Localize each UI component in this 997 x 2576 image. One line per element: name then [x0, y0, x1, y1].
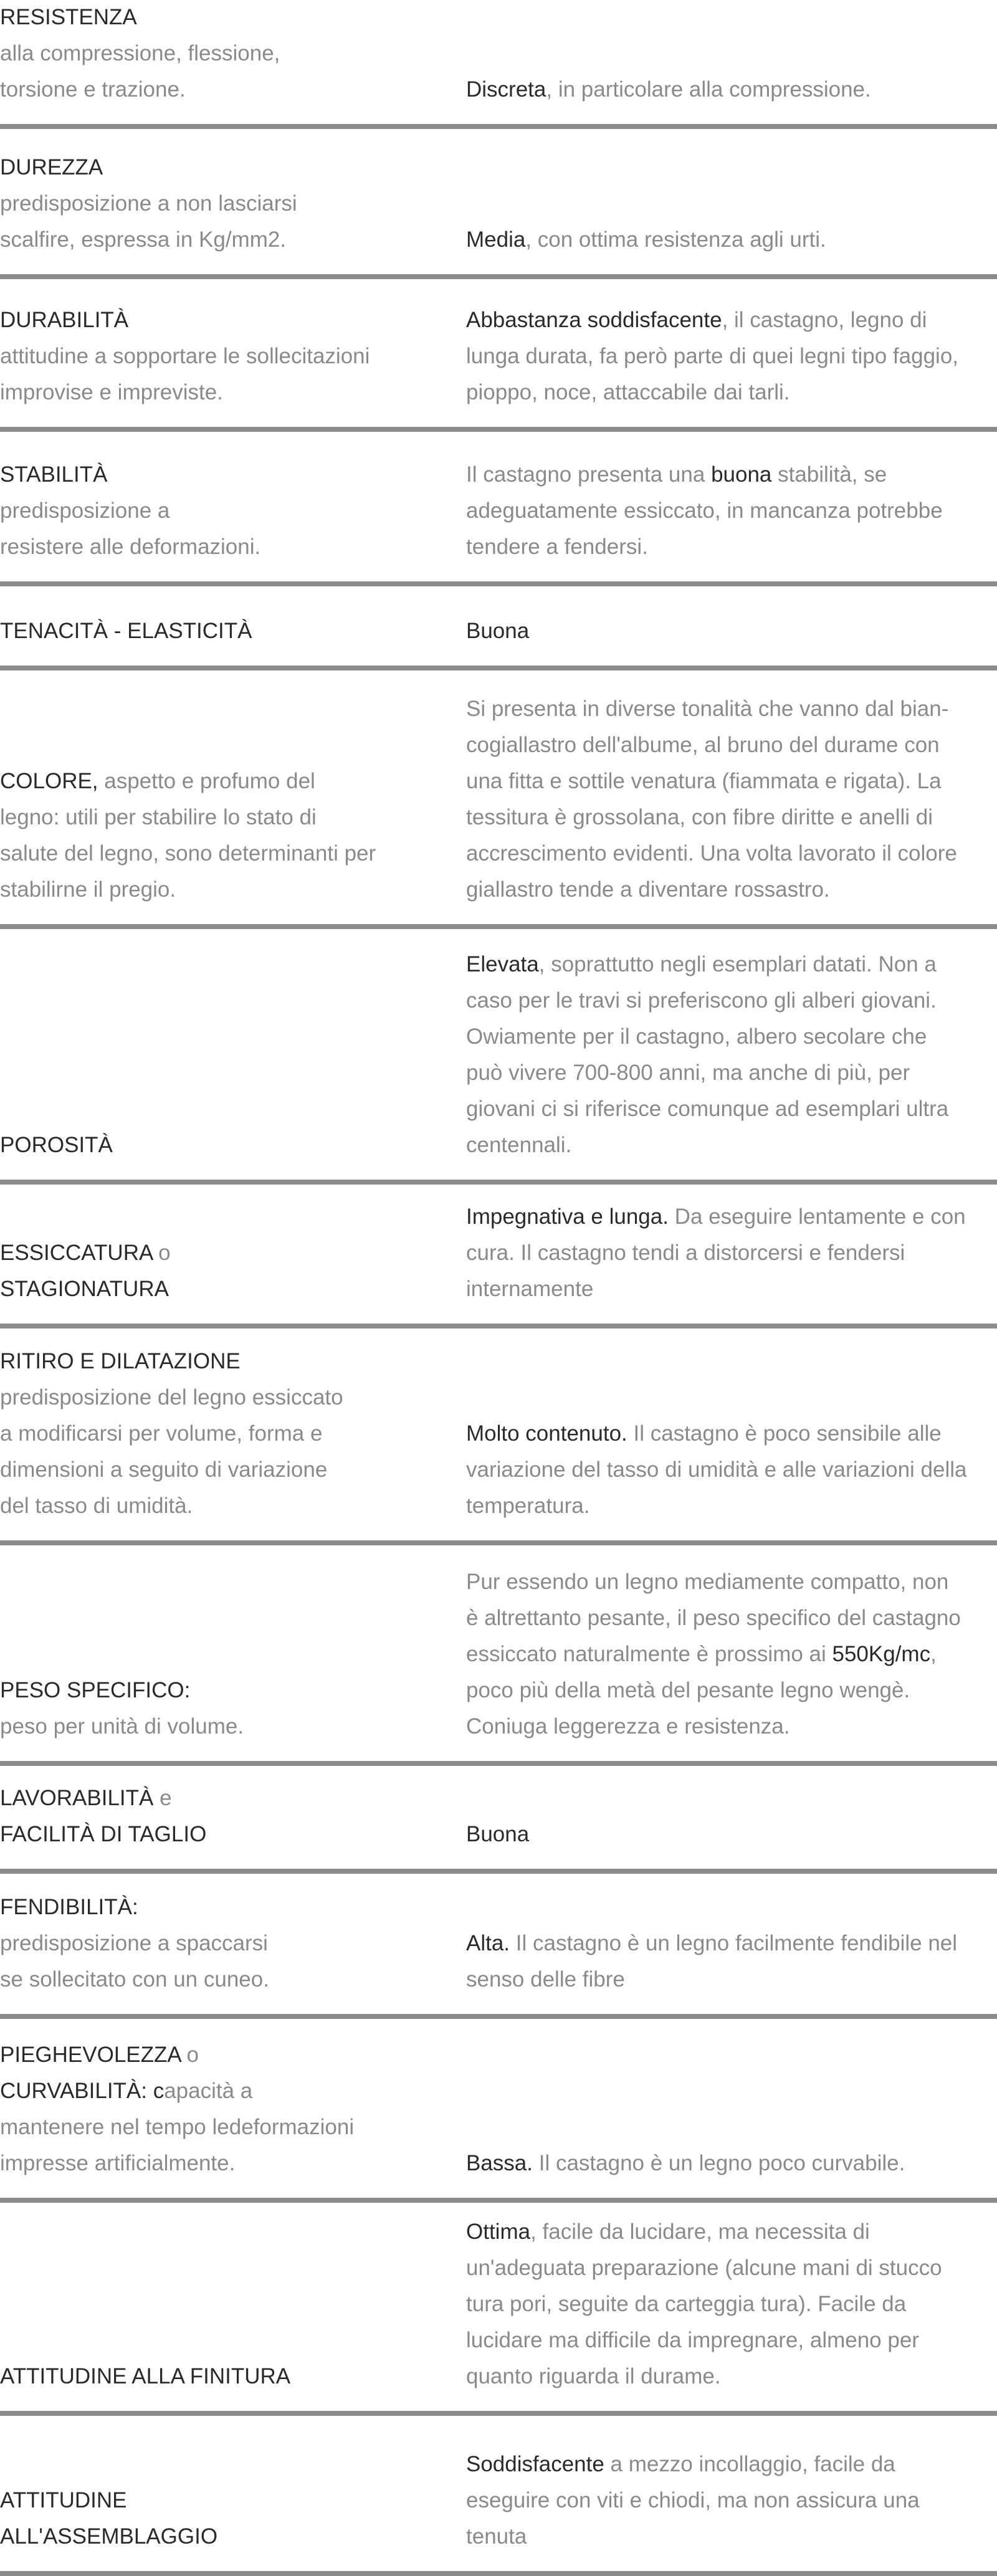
key-term: FENDIBILITÀ: [0, 1895, 138, 1919]
description-cell [466, 1816, 997, 1853]
text-line [0, 2359, 436, 2395]
text-line [0, 302, 436, 338]
property-cell [0, 2359, 436, 2395]
text-segment: se sollecitato con un cuneo. [0, 1967, 269, 1992]
text-line [466, 836, 997, 872]
property-cell [0, 1889, 436, 1998]
text-line [0, 222, 436, 258]
text-line [466, 1925, 997, 1962]
text-line [0, 1380, 436, 1416]
text-line [0, 872, 436, 908]
text-line [0, 72, 436, 108]
table-row [0, 1185, 997, 1329]
text-line [466, 2286, 997, 2322]
text-line [466, 2483, 997, 2519]
table-row [0, 1545, 997, 1766]
text-segment: internamente [466, 1277, 594, 1301]
text-segment: giallastro tende a diventare rossastro. [466, 877, 830, 902]
property-cell [0, 1343, 436, 1524]
table-row [0, 1766, 997, 1874]
key-term: buona [711, 462, 772, 487]
text-line [0, 2519, 436, 2555]
text-segment: predisposizione a non lasciarsi [0, 191, 297, 216]
table-row [0, 2019, 997, 2203]
property-cell [0, 1127, 436, 1163]
table-row [0, 670, 997, 929]
text-line [466, 2145, 997, 2182]
text-line [466, 1127, 997, 1163]
description-cell [466, 1199, 997, 1307]
key-term: PESO SPECIFICO: [0, 1678, 191, 1702]
text-line [466, 1235, 997, 1271]
description-cell [466, 72, 997, 108]
key-term: FACILITÀ DI TAGLIO [0, 1822, 207, 1846]
text-segment: Coniuga leggerezza e resistenza. [466, 1714, 790, 1739]
text-segment: tenuta [466, 2524, 527, 2549]
text-line [0, 338, 436, 374]
table-row [0, 1874, 997, 2019]
text-line [466, 763, 997, 799]
text-segment: resistere alle deformazioni. [0, 535, 261, 559]
text-line [0, 493, 436, 529]
text-segment: stabilità, se [771, 462, 887, 487]
text-segment: Il castagno presenta una [466, 462, 712, 487]
description-cell [466, 2446, 997, 2555]
description-cell [466, 457, 997, 565]
text-segment: predisposizione a [0, 499, 170, 523]
text-segment: cogiallastro dell'albume, al bruno del durame con [466, 733, 940, 757]
text-line [0, 2145, 436, 2182]
text-segment: pioppo, noce, attaccabile dai tarli. [466, 380, 790, 404]
text-segment: o [152, 1241, 171, 1265]
text-segment: Si presenta in diverse tonalità che vanno dal bian- [466, 697, 949, 721]
description-cell [466, 1416, 997, 1524]
property-cell [0, 1672, 436, 1745]
text-line [0, 529, 436, 565]
text-line [466, 2359, 997, 2395]
description-cell [466, 691, 997, 908]
table-row [0, 586, 997, 670]
key-term: Buona [466, 1822, 530, 1846]
text-line [0, 374, 436, 411]
key-term: Buona [466, 619, 530, 643]
text-line [0, 763, 436, 799]
table-row [0, 129, 997, 279]
text-line [466, 2214, 997, 2250]
property-cell [0, 2483, 436, 2555]
text-line [0, 1780, 436, 1816]
text-segment: eseguire con viti e chiodi, ma non assicura una [466, 2488, 920, 2512]
text-line [0, 1127, 436, 1163]
key-term: Abbastanza soddisfacente [466, 308, 722, 332]
text-segment: attitudine a sopportare le sollecitazioni [0, 344, 370, 368]
description-cell [466, 2214, 997, 2395]
key-term: STAGIONATURA [0, 1277, 169, 1301]
text-segment: apacità a [164, 2079, 253, 2103]
text-line [466, 338, 997, 374]
property-cell [0, 150, 436, 258]
text-line [466, 1055, 997, 1091]
text-line [0, 150, 436, 186]
key-term: DUREZZA [0, 155, 103, 179]
text-line [466, 613, 997, 649]
key-term: ESSICCATURA [0, 1241, 153, 1265]
property-cell [0, 613, 436, 649]
description-cell [466, 2145, 997, 2182]
text-line [0, 2483, 436, 2519]
text-segment: impresse artificialmente. [0, 2151, 236, 2175]
text-segment: quanto riguarda il durame. [466, 2364, 721, 2388]
text-segment: tessitura è grossolana, con fibre diritte e anelli di [466, 805, 933, 829]
text-line [466, 1709, 997, 1745]
text-segment: a modificarsi per volume, forma e [0, 1421, 323, 1446]
key-term: COLORE, [0, 769, 98, 793]
description-cell [466, 302, 997, 411]
property-cell [0, 457, 436, 565]
text-line [0, 2073, 436, 2109]
text-line [466, 983, 997, 1019]
text-segment: Pur essendo un legno mediamente compatto, non [466, 1570, 949, 1594]
text-line [466, 1416, 997, 1452]
key-term: Molto contenuto. [466, 1421, 627, 1446]
text-segment: del tasso di umidità. [0, 1494, 193, 1518]
property-cell [0, 763, 436, 908]
key-term: Media [466, 227, 526, 252]
text-line [0, 1452, 436, 1488]
key-term: Elevata [466, 952, 539, 976]
text-segment: stabilirne il pregio. [0, 877, 176, 902]
key-term: Alta. [466, 1931, 510, 1955]
text-line [0, 1343, 436, 1380]
text-line [466, 1636, 997, 1672]
text-line [0, 1889, 436, 1925]
text-segment: una fitta e sottile venatura (fiammata e rigata). La [466, 769, 942, 793]
property-cell [0, 302, 436, 411]
text-segment: legno: utili per stabilire lo stato di [0, 805, 317, 829]
text-segment: Da eseguire lentamente e con [668, 1205, 966, 1229]
key-term: ALL'ASSEMBLAGGIO [0, 2524, 218, 2549]
text-line [466, 1600, 997, 1636]
text-line [466, 457, 997, 493]
text-segment: o [180, 2043, 199, 2067]
key-term: DURABILITÀ [0, 308, 129, 332]
table-row [0, 279, 997, 432]
table-row [0, 929, 997, 1185]
text-segment: torsione e trazione. [0, 77, 186, 102]
key-term: Soddisfacente [466, 2452, 604, 2476]
text-segment: Il castagno è un legno facilmente fendibile nel [510, 1931, 958, 1955]
text-line [466, 1488, 997, 1524]
text-segment: , in particolare alla compressione. [546, 77, 871, 102]
text-segment: cura. Il castagno tendi a distorcersi e fendersi [466, 1241, 905, 1265]
text-line [466, 1019, 997, 1055]
description-cell [466, 947, 997, 1163]
table-row [0, 0, 997, 129]
text-segment: salute del legno, sono determinanti per [0, 841, 376, 866]
key-term: Discreta [466, 77, 546, 102]
text-line [466, 799, 997, 836]
text-line [466, 302, 997, 338]
description-cell [466, 613, 997, 649]
text-line [0, 2109, 436, 2145]
key-term: RESISTENZA [0, 5, 137, 29]
text-line [0, 2037, 436, 2073]
text-line [466, 1564, 997, 1600]
text-line [466, 1271, 997, 1307]
text-segment: centennali. [466, 1133, 572, 1157]
table-row [0, 1329, 997, 1545]
text-segment: Il castagno è un legno poco curvabile. [533, 2151, 905, 2175]
text-segment: , facile da lucidare, ma necessita di [530, 2220, 870, 2244]
text-segment: tendere a fendersi. [466, 535, 648, 559]
description-cell [466, 1564, 997, 1745]
text-line [0, 836, 436, 872]
text-line [0, 1816, 436, 1853]
table-row [0, 2203, 997, 2416]
text-segment: a mezzo incollaggio, facile da [604, 2452, 895, 2476]
text-segment: senso delle fibre [466, 1967, 625, 1992]
text-segment: mantenere nel tempo ledeformazioni [0, 2115, 355, 2139]
text-segment: predisposizione del legno essiccato [0, 1385, 343, 1410]
text-line [0, 1925, 436, 1962]
text-line [466, 2322, 997, 2359]
text-segment: variazione del tasso di umidità e alle variazioni della [466, 1457, 967, 1482]
text-segment: giovani ci si riferisce comunque ad esemplari ultra [466, 1097, 949, 1121]
property-cell [0, 2037, 436, 2182]
text-segment: accrescimento evidenti. Una volta lavorato il colore [466, 841, 957, 866]
text-line [0, 1709, 436, 1745]
key-term: Bassa. [466, 2151, 533, 2175]
text-segment: e [153, 1786, 172, 1810]
key-term: 550Kg/mc [832, 1642, 931, 1666]
text-segment: caso per le travi si preferiscono gli alberi giovani. [466, 988, 937, 1013]
text-line [0, 613, 436, 649]
text-line [466, 2250, 997, 2286]
text-line [0, 457, 436, 493]
text-segment: , [930, 1642, 937, 1666]
text-segment: è altrettanto pesante, il peso specifico del castagno [466, 1606, 961, 1630]
text-line [0, 36, 436, 72]
text-line [466, 947, 997, 983]
text-line [0, 1488, 436, 1524]
text-segment: lucidare ma difficile da impregnare, almeno per [466, 2328, 919, 2352]
text-line [0, 1271, 436, 1307]
text-line [466, 1962, 997, 1998]
text-line [466, 691, 997, 727]
text-line [0, 1962, 436, 1998]
text-segment: poco più della metà del pesante legno wengè. [466, 1678, 910, 1702]
key-term: ATTITUDINE [0, 2488, 127, 2512]
key-term: Impegnativa e lunga. [466, 1205, 669, 1229]
text-segment: essiccato naturalmente è prossimo ai [466, 1642, 832, 1666]
text-segment: predisposizione a spaccarsi [0, 1931, 268, 1955]
text-line [0, 186, 436, 222]
text-segment: improvise e impreviste. [0, 380, 223, 404]
text-segment: , il castagno, legno di [722, 308, 927, 332]
key-term: CURVABILITÀ: c [0, 2079, 165, 2103]
text-line [466, 72, 997, 108]
key-term: LAVORABILITÀ [0, 1786, 154, 1810]
property-cell [0, 1780, 436, 1853]
text-segment: , soprattutto negli esemplari datati. Non a [538, 952, 937, 976]
text-segment: peso per unità di volume. [0, 1714, 244, 1739]
text-line [466, 872, 997, 908]
text-line [0, 0, 436, 36]
text-line [466, 1452, 997, 1488]
text-segment: Il castagno è poco sensibile alle [627, 1421, 942, 1446]
key-term: POROSITÀ [0, 1133, 113, 1157]
table-row [0, 2416, 997, 2576]
text-segment: alla compressione, flessione, [0, 41, 280, 65]
text-line [466, 2446, 997, 2483]
text-line [466, 1091, 997, 1127]
text-segment: tura pori, seguite da carteggia tura). Facile da [466, 2292, 907, 2316]
key-term: ATTITUDINE ALLA FINITURA [0, 2364, 291, 2388]
text-line [466, 1199, 997, 1235]
description-cell [466, 1925, 997, 1998]
key-term: TENACITÀ - ELASTICITÀ [0, 619, 252, 643]
text-line [466, 493, 997, 529]
text-segment: scalfire, espressa in Kg/mm2. [0, 227, 287, 252]
text-line [0, 799, 436, 836]
key-term: STABILITÀ [0, 462, 108, 487]
text-line [466, 727, 997, 763]
text-line [0, 1235, 436, 1271]
key-term: RITIRO E DILATAZIONE [0, 1349, 241, 1373]
text-line [0, 1416, 436, 1452]
text-line [466, 1816, 997, 1853]
text-line [466, 1672, 997, 1709]
text-segment: adeguatamente essiccato, in mancanza potrebbe [466, 499, 943, 523]
property-cell [0, 0, 436, 108]
description-cell [466, 222, 997, 258]
text-segment: Owiamente per il castagno, albero secolare che [466, 1024, 927, 1049]
text-line [466, 529, 997, 565]
key-term: Ottima [466, 2220, 531, 2244]
text-line [0, 1672, 436, 1709]
text-segment: può vivere 700-800 anni, ma anche di più, per [466, 1061, 910, 1085]
text-segment: temperatura. [466, 1494, 590, 1518]
text-line [466, 2519, 997, 2555]
text-segment: , con ottima resistenza agli urti. [525, 227, 826, 252]
property-cell [0, 1235, 436, 1307]
text-segment: un'adeguata preparazione (alcune mani di stucco [466, 2256, 942, 2280]
text-line [466, 374, 997, 411]
text-segment: dimensioni a seguito di variazione [0, 1457, 328, 1482]
key-term: PIEGHEVOLEZZA [0, 2043, 181, 2067]
table-row [0, 432, 997, 586]
text-line [466, 222, 997, 258]
text-segment: aspetto e profumo del [98, 769, 315, 793]
text-segment: lunga durata, fa però parte di quei legni tipo faggio, [466, 344, 959, 368]
